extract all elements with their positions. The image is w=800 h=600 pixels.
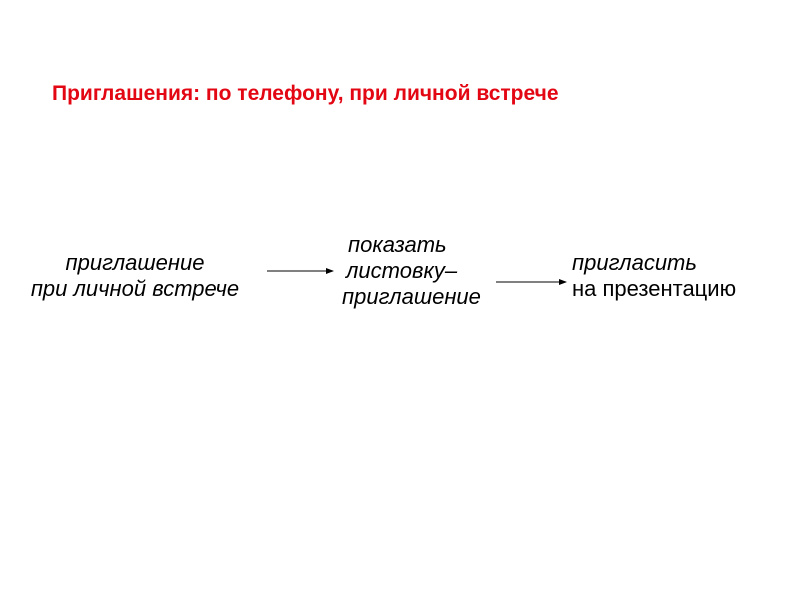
node-3-line-1: пригласить [572,250,697,275]
node-show-leaflet [336,232,516,310]
node-invite-to-presentation [572,250,796,302]
node-2-line-2: листовку– [346,258,458,283]
node-2-line-1: показать [348,232,447,257]
slide-title: Приглашения: по телефону, при личной встрече [52,82,559,105]
node-1-line-1: приглашение [65,250,205,275]
node-1-line-2: при личной встрече [30,276,240,301]
node-3-line-2: на презентацию [572,276,737,301]
node-2-line-3: приглашение [342,284,481,309]
node-invitation-in-person [6,250,264,302]
